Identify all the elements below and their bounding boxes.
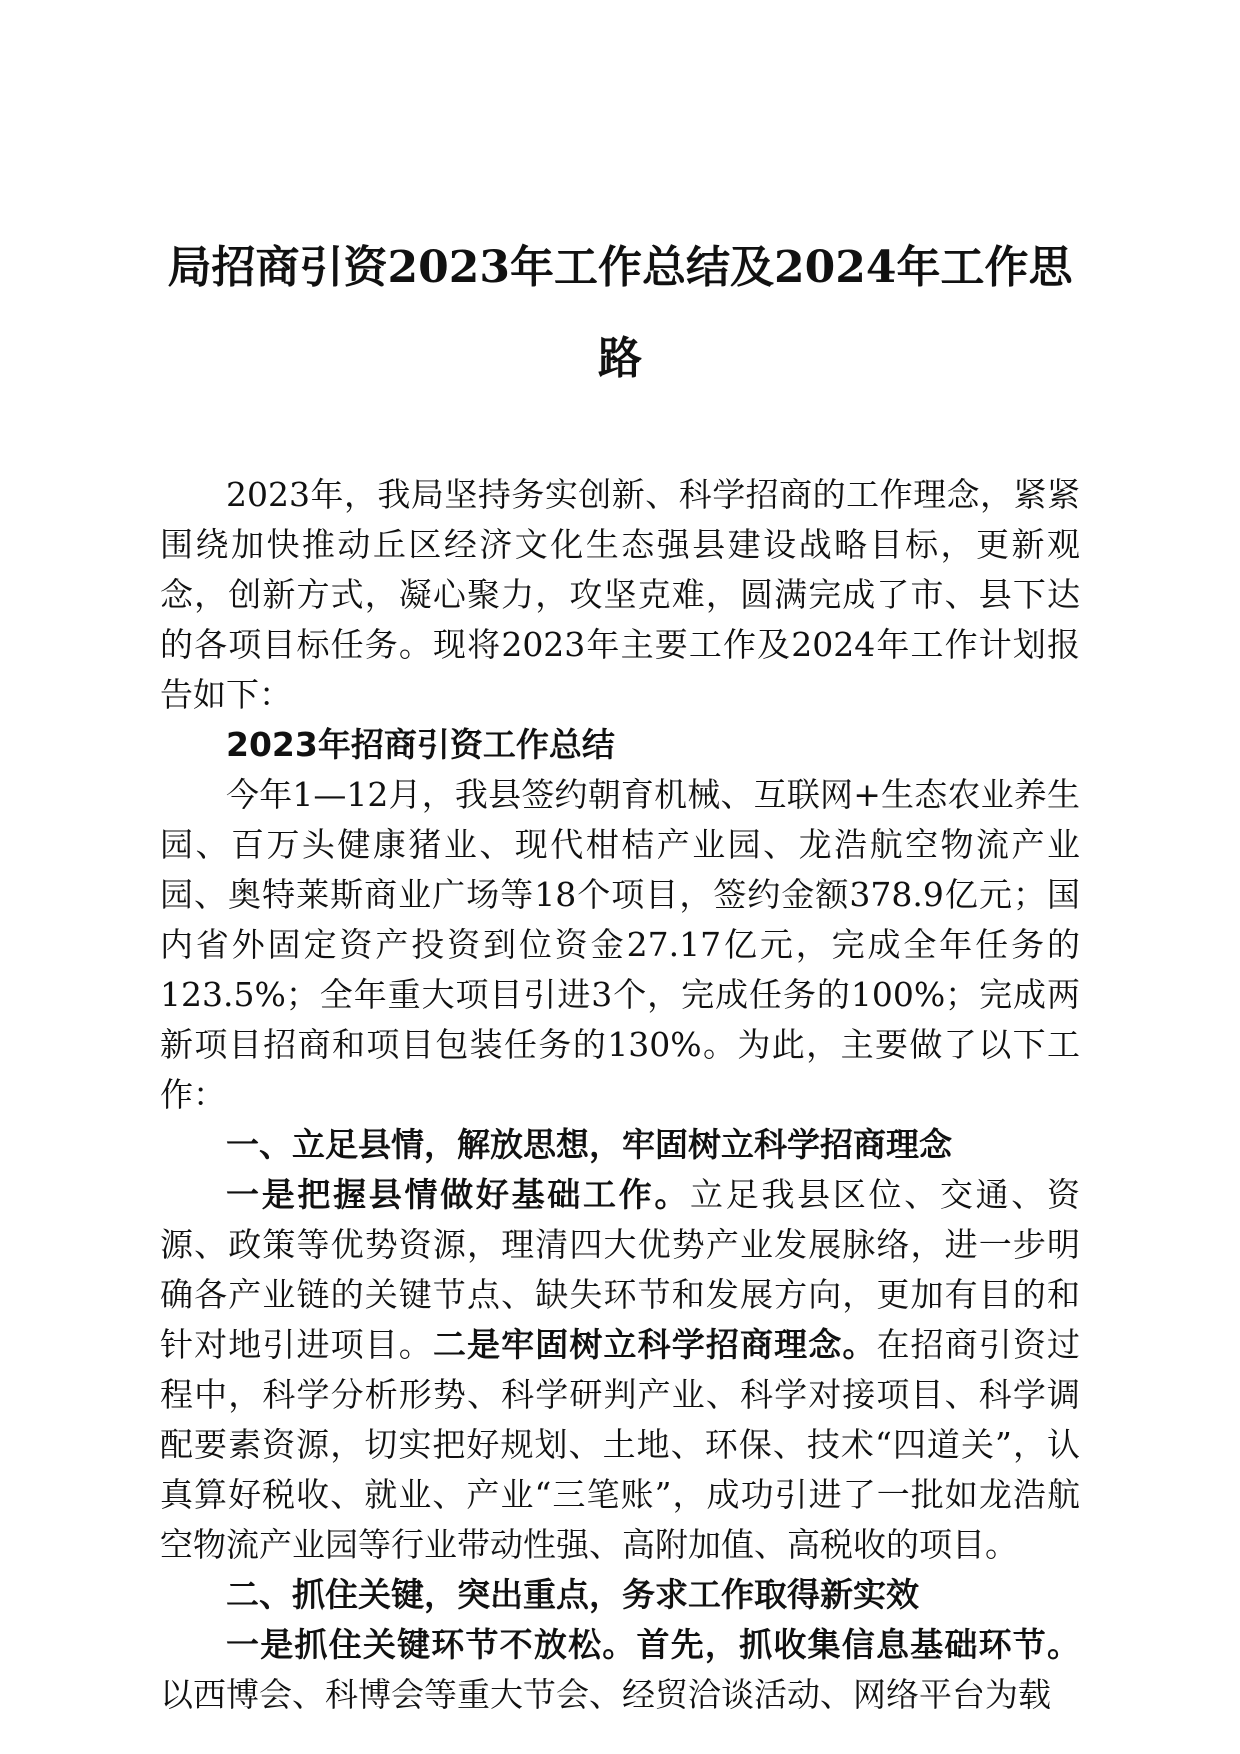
paragraph-1-lead-2: 二是牢固树立科学招商理念。 (432, 1325, 877, 1364)
paragraph-2-lead: 一是抓住关键环节不放松。首先，抓收集信息基础环节。 (226, 1625, 1080, 1664)
paragraph-1-text-a: 立足我县区位、交通、资源、政策等优势资源，理清四大优势产业发展脉络，进一步明确各产业链的关键节点、缺失环节和发展方向，更加有目的和针对地引进项目。 (160, 1175, 1081, 1364)
paragraph-2 (160, 1620, 1080, 1720)
summary-paragraph: 今年1—12月，我县签约朝育机械、互联网+生态农业养生园、百万头健康猪业、现代柑桔产业园、龙浩航空物流产业园、奥特莱斯商业广场等18个项目，签约金额378.9亿元；国内省外固定资产投资到位资金27.17亿元，完成全年任务的123.5%；全年重大项目引进3个，完成任务的100%；完成两新项目招商和项目包装任务的130%。为此，主要做了以下工作： (160, 775, 1080, 1114)
heading-1: 一、立足县情，解放思想，牢固树立科学招商理念 (226, 1125, 952, 1164)
paragraph-2-text: 以西博会、科博会等重大节会、经贸洽谈活动、网络平台为载 (160, 1675, 1051, 1714)
paragraph-1 (160, 1170, 1080, 1570)
document-body (160, 470, 1080, 1720)
intro-paragraph: 2023年，我局坚持务实创新、科学招商的工作理念，紧紧围绕加快推动丘区经济文化生态强县建设战略目标，更新观念，创新方式，凝心聚力，攻坚克难，圆满完成了市、县下达的各项目标任务。现将2023年主要工作及2024年工作计划报告如下： (160, 475, 1080, 714)
heading-2: 二、抓住关键，突出重点，务求工作取得新实效 (226, 1575, 919, 1614)
document-title: 局招商引资2023年工作总结及2024年工作思路 (167, 242, 1073, 384)
section-heading: 2023年招商引资工作总结 (226, 725, 615, 764)
paragraph-1-text-b: 在招商引资过程中，科学分析形势、科学研判产业、科学对接项目、科学调配要素资源，切实把好规划、土地、环保、技术“四道关”，认真算好税收、就业、产业“三笔账”，成功引进了一批如龙浩航空物流产业园等行业带动性强、高附加值、高税收的项目。 (160, 1325, 1081, 1564)
paragraph-1-lead: 一是把握县情做好基础工作。 (226, 1175, 691, 1214)
